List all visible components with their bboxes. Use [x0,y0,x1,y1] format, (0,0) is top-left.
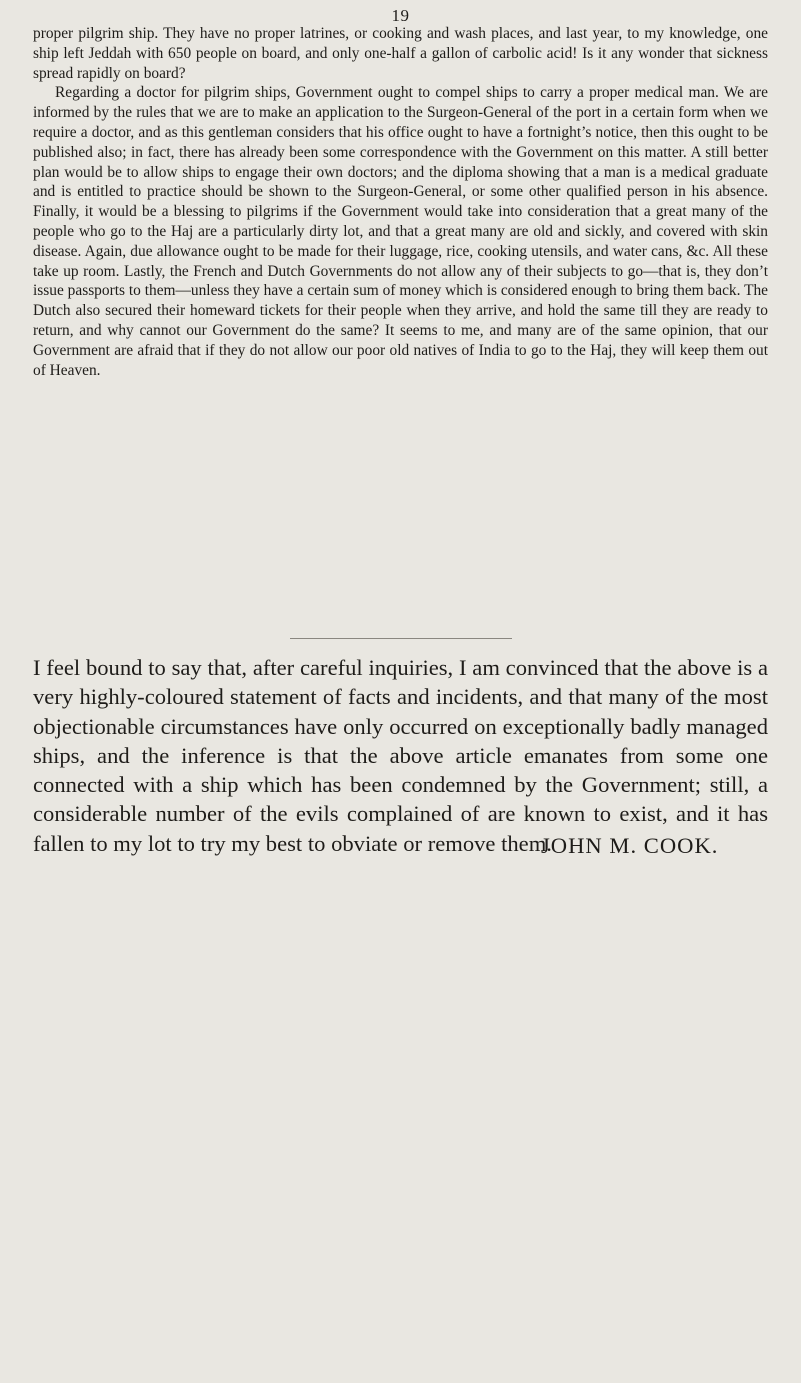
article-body [33,24,768,380]
signature: JOHN M. COOK. [541,833,719,858]
reply-statement [33,653,768,858]
reply-paragraph: I feel bound to say that, after careful inquiries, I am convinced that the above is a very highly-coloured statement of facts and incidents, and that many of the most objectionable circumstances have only occurred on exceptionally badly managed ships, and the inference is that the above article emanates from some one connected with a ship which has been condemned by the Government; still, a considerable number of the evils complained of are known to exist, and it has fallen to my lot to try my best to obviate or remove them. [33,655,768,856]
article-paragraph: Regarding a doctor for pilgrim ships, Government ought to compel ships to carry a proper medical man. We are informed by the rules that we are to make an application to the Surgeon-General of the port in a certain form when we require a doctor, and as this gentleman considers that his office ought to have a fortnight’s notice, then this ought to be published also; in fact, there has already been some correspondence with the Government on this matter. A still better plan would be to allow ships to engage their own doctors; and the diploma showing that a man is a medical graduate and is entitled to practice should be shown to the Surgeon-General, or some other qualified person in his absence. Finally, it would be a blessing to pilgrims if the Government would take into consideration that a great many of the people who go to the Haj are a particularly dirty lot, and that a great many are old and sickly, and covered with skin disease. Again, due allowance ought to be made for their luggage, rice, cooking utensils, and water cans, &c. All these take up room. Lastly, the French and Dutch Governments do not allow any of their subjects to go—that is, they don’t issue passports to them—unless they have a certain sum of money which is considered enough to bring them back. The Dutch also secured their homeward tickets for their people when they arrive, and hold the same till they are ready to return, and why cannot our Government do the same? It seems to me, and many are of the same opinion, that our Government are afraid that if they do not allow our poor old natives of India to go to the Haj, they will keep them out of Heaven. [33,84,768,379]
section-divider [290,638,512,639]
page-number: 19 [391,6,410,25]
article-paragraph: proper pilgrim ship. They have no proper latrines, or cooking and wash places, and last year, to my knowledge, one ship left Jeddah with 650 people on board, and only one-half a gallon of carbolic acid! Is it any wonder that sickness spread rapidly on board? [33,25,768,82]
